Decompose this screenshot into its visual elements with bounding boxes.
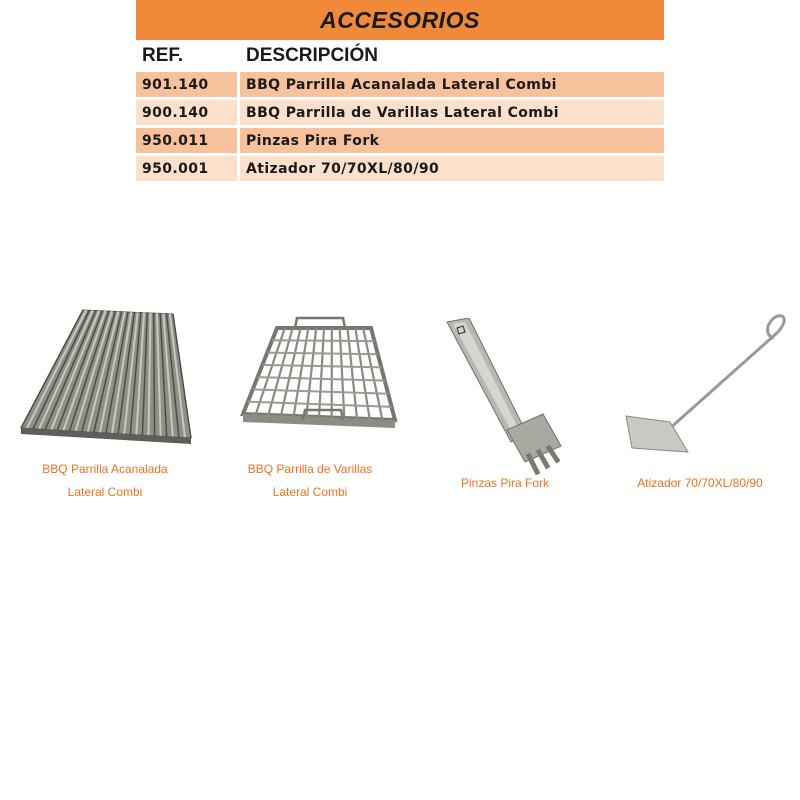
product-caption <box>405 472 605 495</box>
product-card-grooved-grill <box>0 290 210 520</box>
caption-line-1: BBQ Parrilla Acanalada <box>42 462 168 476</box>
header-description: DESCRIPCIÓN <box>246 45 378 66</box>
product-caption <box>205 458 415 504</box>
product-caption <box>600 472 800 495</box>
poker-image <box>618 312 798 482</box>
row-description: Pinzas Pira Fork <box>246 132 380 149</box>
product-card-tongs <box>405 290 605 520</box>
caption-line-2: Lateral Combi <box>272 485 348 499</box>
row-ref: 900.140 <box>136 100 240 125</box>
product-card-rod-grill <box>205 290 415 520</box>
table-row <box>136 156 664 181</box>
table-row <box>136 128 664 153</box>
accessories-table <box>136 0 664 184</box>
table-title: ACCESORIOS <box>136 0 664 40</box>
row-ref: 950.001 <box>136 156 240 181</box>
table-header-row <box>136 40 664 72</box>
product-caption <box>0 458 210 504</box>
caption-line-1: Atizador 70/70XL/80/90 <box>637 476 763 490</box>
row-description: BBQ Parrilla Acanalada Lateral Combi <box>246 76 557 93</box>
table-row <box>136 100 664 125</box>
table-row <box>136 72 664 97</box>
row-description: Atizador 70/70XL/80/90 <box>246 160 440 177</box>
row-description: BBQ Parrilla de Varillas Lateral Combi <box>246 104 559 121</box>
rod-grill-image <box>223 314 403 464</box>
tongs-image <box>435 318 575 478</box>
caption-line-2: Lateral Combi <box>67 485 143 499</box>
row-ref: 901.140 <box>136 72 240 97</box>
caption-line-1: Pinzas Pira Fork <box>460 476 550 490</box>
header-ref: REF. <box>142 45 184 66</box>
caption-line-1: BBQ Parrilla de Varillas <box>247 462 373 476</box>
product-gallery <box>0 290 800 520</box>
product-card-poker <box>600 290 800 520</box>
row-ref: 950.011 <box>136 128 240 153</box>
grooved-grill-image <box>5 290 205 450</box>
